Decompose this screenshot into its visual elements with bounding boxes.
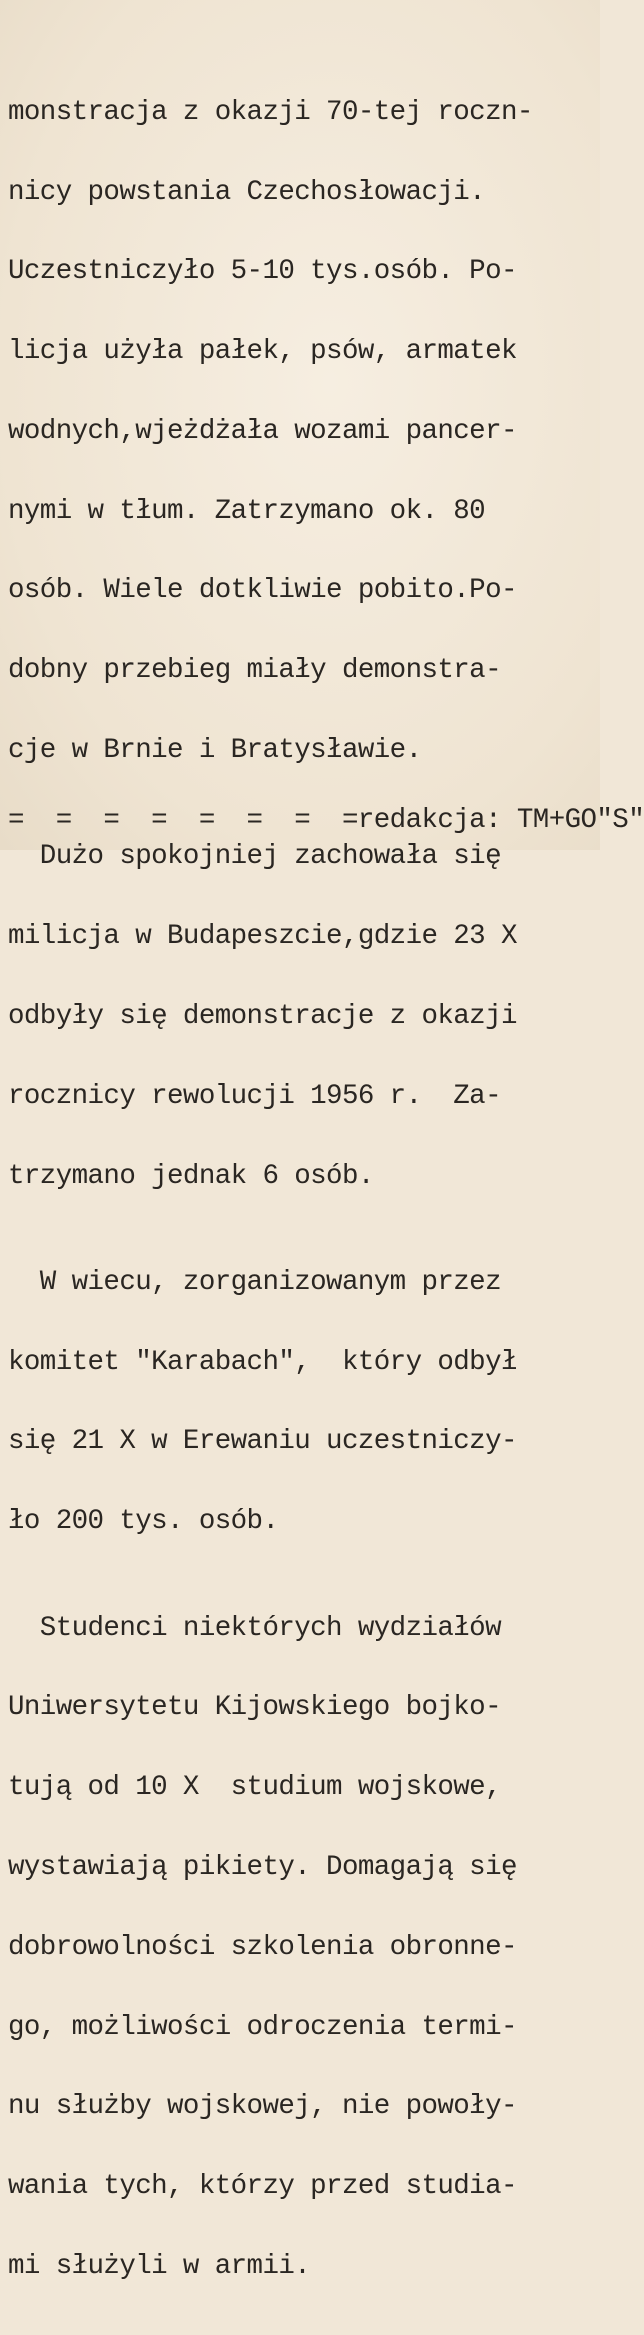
text-line: wodnych,wjeżdżała wozami pancer- (8, 415, 517, 447)
text-line: dobny przebieg miały demonstra- (8, 655, 501, 687)
text-line: Dużo spokojniej zachowała się (8, 841, 501, 873)
text-line: milicja w Budapeszcie,gdzie 23 X (8, 921, 517, 953)
text-line: się 21 X w Erewaniu uczestniczy- (8, 1426, 517, 1458)
editorial-footer: = = = = = = = =redakcja: TM+GO"S" (8, 805, 644, 836)
text-line: wania tych, którzy przed studia- (8, 2171, 517, 2203)
text-line: nymi w tłum. Zatrzymano ok. 80 (8, 495, 486, 527)
text-line: komitet "Karabach", który odbył (8, 1346, 517, 1378)
text-line: Studenci niektórych wydziałów (8, 1612, 501, 1644)
text-line: nicy powstania Czechosłowacji. (8, 176, 486, 208)
text-line: tują od 10 X studium wojskowe, (8, 1772, 501, 1804)
text-line: odbyły się demonstracje z okazji (8, 1000, 517, 1032)
text-line: dobrowolności szkolenia obronne- (8, 1931, 517, 1963)
text-line: monstracja z okazji 70-tej roczn- (8, 96, 533, 128)
text-line: W wiecu, zorganizowanym przez (8, 1266, 501, 1298)
text-line: Uniwersytetu Kijowskiego bojko- (8, 1692, 501, 1724)
article-text (8, 20, 644, 2334)
text-line: osób. Wiele dotkliwie pobito.Po- (8, 575, 517, 607)
text-line: licja użyła pałek, psów, armatek (8, 336, 517, 368)
text-line: ło 200 tys. osób. (8, 1506, 279, 1538)
text-line: go, możliwości odroczenia termi- (8, 2011, 517, 2043)
text-line: Uczestniczyło 5-10 tys.osób. Po- (8, 256, 517, 288)
text-line: rocznicy rewolucji 1956 r. Za- (8, 1080, 501, 1112)
text-line: nu służby wojskowej, nie powoły- (8, 2091, 517, 2123)
text-line: cje w Brnie i Bratysławie. (8, 735, 422, 767)
text-line: mi służyli w armii. (8, 2250, 311, 2282)
text-line: wystawiają pikiety. Domagają się (8, 1851, 517, 1883)
text-line: trzymano jednak 6 osób. (8, 1160, 374, 1192)
